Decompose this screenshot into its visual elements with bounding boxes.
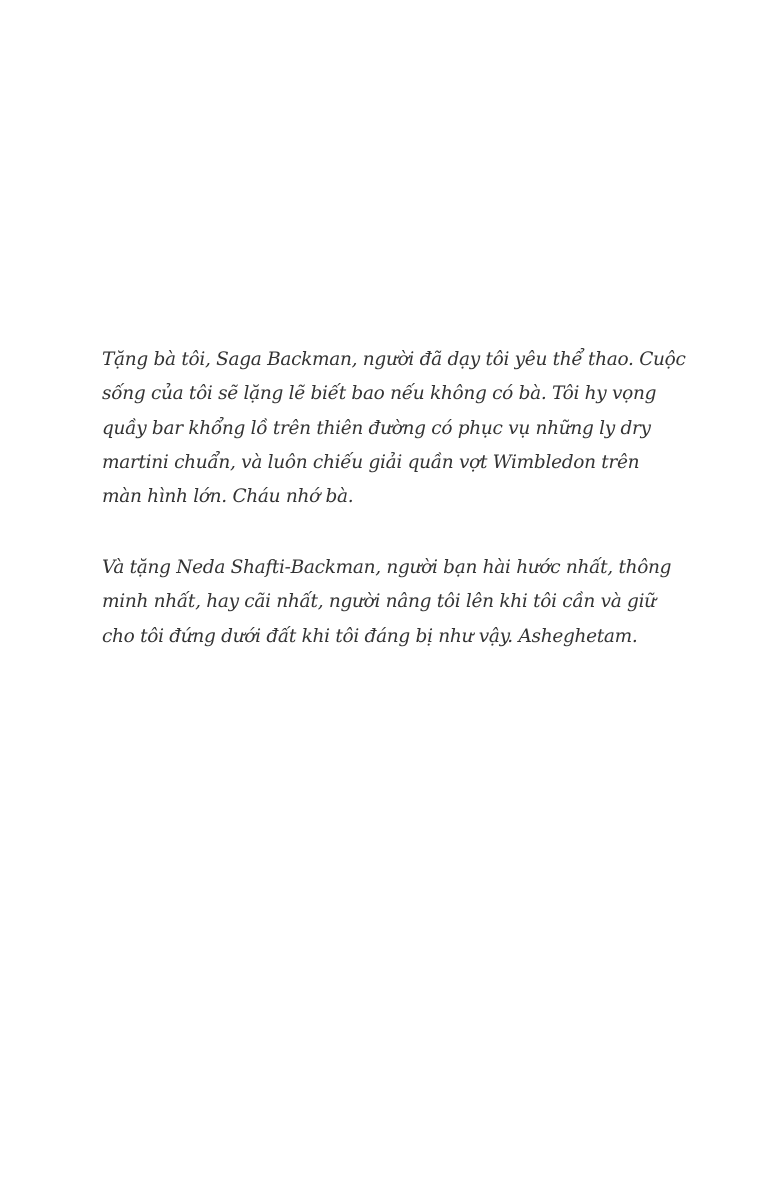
text-line: minh nhất, hay cãi nhất, người nâng tôi lên khi tôi cần và giữ (102, 591, 656, 613)
dedication-paragraph-neda (102, 551, 702, 654)
text-line: quầy bar khổng lồ trên thiên đường có phục vụ những ly dry (102, 417, 651, 439)
dedication-paragraph-grandmother (102, 343, 702, 514)
text-line: Tặng bà tôi, Saga Backman, người đã dạy tôi yêu thể thao. Cuộc (102, 349, 686, 370)
text-line: màn hình lớn. Cháu nhớ bà. (102, 486, 354, 508)
text-line: cho tôi đứng dưới đất khi tôi đáng bị như vậy. Asheghetam. (102, 625, 638, 647)
text-line: martini chuẩn, và luôn chiếu giải quần vợt Wimbledon trên (102, 451, 640, 473)
text-line: sống của tôi sẽ lặng lẽ biết bao nếu không có bà. Tôi hy vọng (102, 383, 657, 405)
text-line: Và tặng Neda Shafti-Backman, người bạn hài hước nhất, thông (102, 557, 672, 578)
